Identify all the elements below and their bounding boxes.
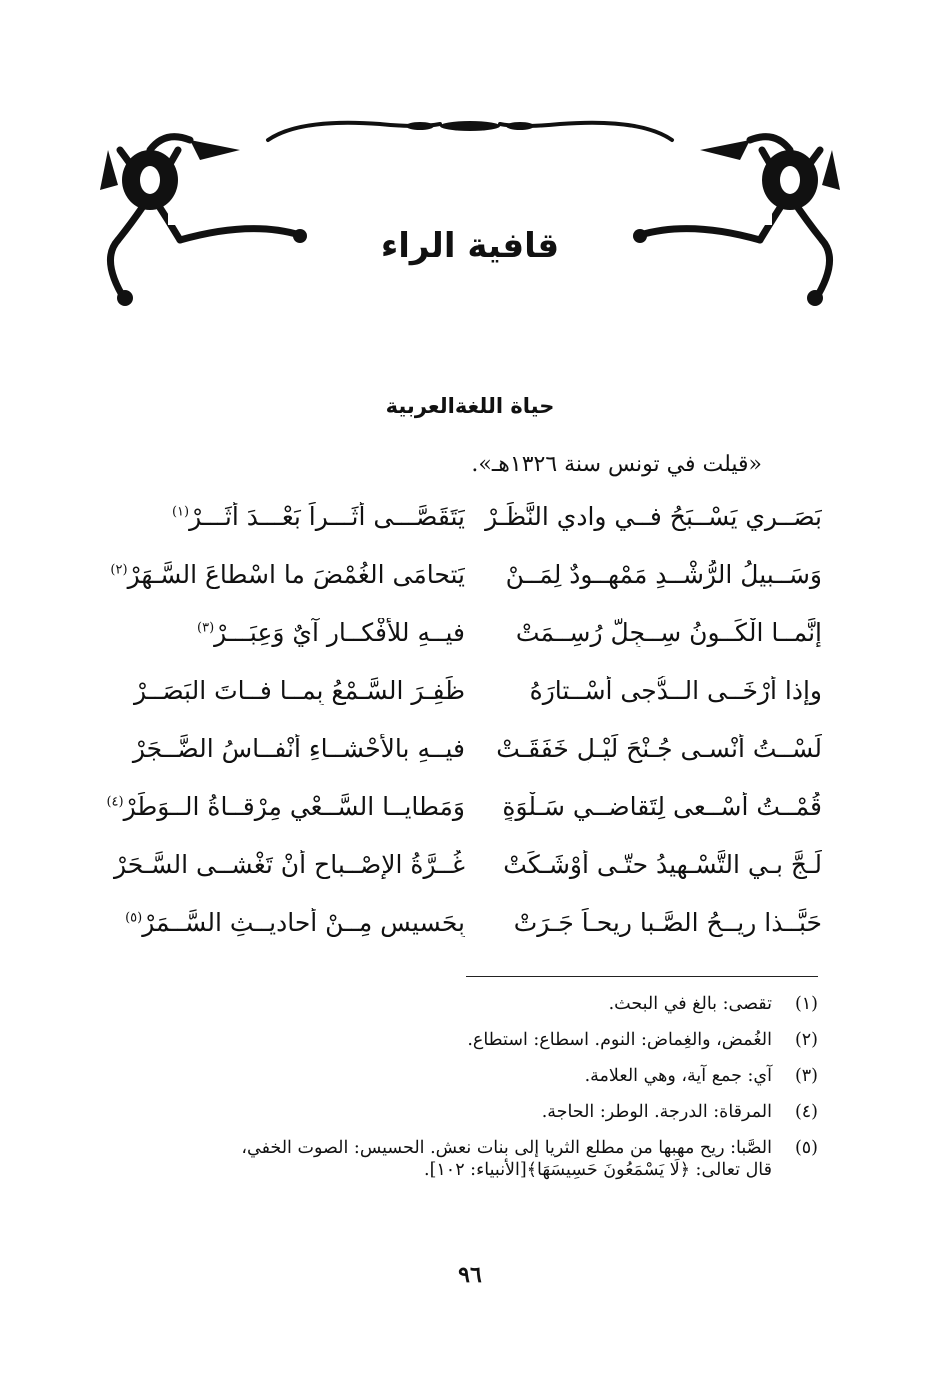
footnote-item [106,1030,818,1050]
verse-line [0,786,940,844]
footnote-number: (٣) [794,1066,818,1086]
verse-line [0,902,940,960]
footnote-item [106,994,818,1014]
footnote-text: آي: جمع آية، وهي العلامة. [584,1066,772,1086]
chapter-title: قافية الراء [380,226,560,266]
verse-second-hemistich: ظَفِـرَ السَّـمْعُ بِمــا فــاتَ البَصَــرْ [133,676,465,705]
footnote-marker: (١) [171,504,190,520]
verse-second-hemistich: غُــرَّةُ الإصْــباحِ أنْ تَغْشــى السَّـحَرْ [113,850,465,879]
footnote-marker: (٤) [106,794,124,810]
verse-first-hemistich: إنَّمــا الْكَــونُ سِــجِلٌّ رُسِــمَتْ [515,618,822,647]
footnote-text: المرقاة: الدرجة. الوطر: الحاجة. [541,1102,772,1122]
footnote-item [106,1138,818,1158]
footnote-number: (٢) [794,1030,818,1050]
footnote-divider [466,976,818,977]
poem-occasion-note: «قيلت في تونس سنة ١٣٢٦هـ». [471,452,762,477]
footnote-number: (٥) [794,1138,818,1158]
footnote-text: الصَّبا: ريح مهبها من مطلع الثريا إلى بنات نعش. الحسيس: الصوت الخفي، [241,1138,772,1158]
footnote-item [106,1102,818,1122]
verse-line [0,496,940,554]
footnote-text: الغُمض، والغِماض: النوم. اسطاع: استطاع. [467,1030,772,1050]
verse-second-hemistich: بِحَسيسٍ مِــنْ أحاديــثِ السَّــمَرْ$^{(٥)}$ [125,908,465,937]
verse-line [0,554,940,612]
verse-line [0,670,940,728]
verse-first-hemistich: حَبَّــذا ريــحُ الصَّـبا ريحـاً جَـرَتْ [513,908,822,937]
verse-second-hemistich: يَتَقَصَّـــى أثَـــراً بَعْـــدَ أثَـــرْ$^{(١)}$ [171,502,465,531]
footnote-continuation: قال تعالى: ﴿لَا يَسْمَعُونَ حَسِيسَهَا﴾[الأنبياء: ١٠٢]. [424,1160,772,1180]
verse-first-hemistich: وإذا أَرْخَــى الــدُّجى أَسْــتارَهُ [529,676,822,705]
decorative-header-ornament-icon [0,0,940,330]
verse-first-hemistich: وَسَــبيلُ الرُّشْــدِ مَمْهــودٌ لِمَــنْ [505,560,822,589]
footnotes [106,994,818,1180]
verse-first-hemistich: قُمْــتُ أَسْــعى لِتَقاضــي سَـلْوَةٍ [502,792,822,821]
verse-second-hemistich: فيــهِ للأفْكــارِ آيٌ وَعِبَـــرْ$^{(٣)}$ [197,618,465,647]
footnote-text: تقصى: بالغ في البحث. [608,994,772,1014]
footnote-marker: (٥) [125,910,143,926]
verse-second-hemistich: فيــهِ بالأحْشــاءِ أنْفــاسُ الضَّــجَرْ [132,734,465,763]
footnote-marker: (٣) [197,620,215,636]
verse-line [0,844,940,902]
page-number: ٩٦ [458,1262,482,1288]
footnote-item [106,1066,818,1086]
footnote-number: (٤) [794,1102,818,1122]
verse-first-hemistich: لَـجَّ بـي التَّسْـهيدُ حتّـى أَوْشَـكَتْ [503,850,822,879]
poem-verses [0,496,940,960]
verse-second-hemistich: وَمَطايــا السَّــعْيِ مِرْقــاةُ الــوَطَرْ$^{(٤)}$ [106,792,465,821]
verse-line [0,728,940,786]
poem-title: حياة اللغةالعربية [385,394,555,418]
verse-first-hemistich: بَصَــري يَسْــبَحُ فــي وادي النَّظَـرْ [485,502,822,531]
verse-first-hemistich: لَسْــتُ أنْسـى جُـنْحَ لَيْـلٍ خَفَقَـتْ [496,734,822,763]
verse-second-hemistich: يَتحامَى الغُمْضَ ما اسْطاعَ السَّـهَرْ$^{(٢)}$ [110,560,465,589]
footnote-marker: (٢) [110,562,128,578]
footnote-number: (١) [794,994,818,1014]
verse-line [0,612,940,670]
